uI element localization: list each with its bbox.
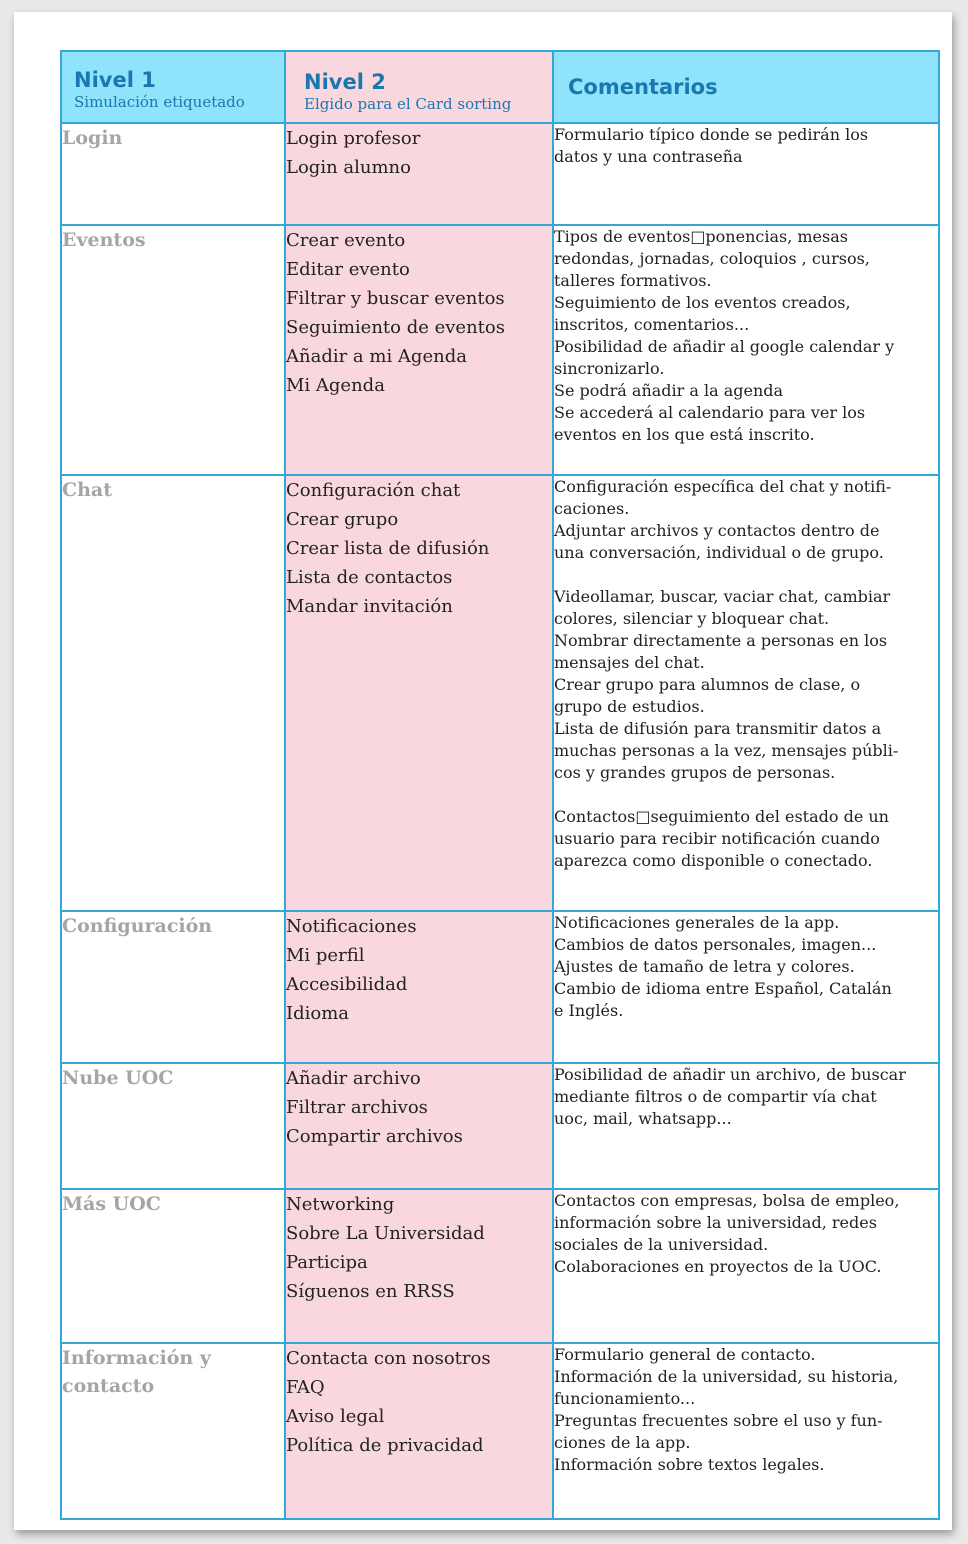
comentario-line: Lista de difusión para transmitir datos a: [554, 719, 882, 738]
comentario-line: Formulario general de contacto.: [554, 1345, 816, 1364]
comentario-line: cos y grandes grupos de personas.: [554, 763, 836, 782]
nivel-2-item: Crear grupo: [286, 509, 399, 530]
nivel-2-item: Añadir a mi Agenda: [286, 346, 467, 367]
comentario-spacer: [554, 564, 938, 586]
comentario-line: Cambio de idioma entre Español, Catalán: [554, 979, 892, 998]
nivel-1-label: Información y: [62, 1347, 211, 1369]
nivel-2-item: Participa: [286, 1252, 368, 1273]
comentario-line: redondas, jornadas, coloquios , cursos,: [554, 249, 870, 268]
nivel-2-item: Accesibilidad: [286, 974, 408, 995]
comentario-spacer: [554, 784, 938, 806]
nivel-2-cell: [285, 1189, 553, 1343]
comentario-line: e Inglés.: [554, 1001, 624, 1020]
nivel-2-item: Configuración chat: [286, 480, 461, 501]
comentario-line: Cambios de datos personales, imagen...: [554, 935, 877, 954]
nivel-2-item: Networking: [286, 1194, 395, 1215]
nivel-1-cell: [61, 1063, 285, 1189]
comentario-line: grupo de estudios.: [554, 697, 705, 716]
table-row: [61, 123, 939, 225]
comentario-line: Seguimiento de los eventos creados,: [554, 293, 851, 312]
comentarios-cell: [553, 225, 939, 475]
comentario-line: Preguntas frecuentes sobre el uso y fun-: [554, 1411, 883, 1430]
header-nivel-2-subtitle: Elgido para el Card sorting: [304, 95, 512, 113]
header-nivel-2-title: Nivel 2: [304, 70, 386, 94]
nivel-2-item: Filtrar archivos: [286, 1097, 428, 1118]
header-nivel-1-subtitle: Simulación etiquetado: [74, 93, 245, 111]
nivel-2-cell: [285, 1343, 553, 1519]
header-nivel-1: [61, 51, 285, 123]
comentario-line: Posibilidad de añadir un archivo, de buscar: [554, 1065, 906, 1084]
nivel-2-item: Sobre La Universidad: [286, 1223, 485, 1244]
nivel-2-item: Login profesor: [286, 128, 421, 149]
table-row: [61, 225, 939, 475]
header-comentarios-title: Comentarios: [568, 75, 718, 99]
header-nivel-1-title: Nivel 1: [74, 68, 156, 92]
comentario-line: inscritos, comentarios...: [554, 315, 750, 334]
comentario-line: Contactos con empresas, bolsa de empleo,: [554, 1191, 900, 1210]
nivel-1-cell: [61, 123, 285, 225]
comentario-line: Colaboraciones en proyectos de la UOC.: [554, 1257, 882, 1276]
nivel-2-item: Política de privacidad: [286, 1435, 484, 1456]
table-row: [61, 475, 939, 911]
comentario-line: Notificaciones generales de la app.: [554, 913, 840, 932]
comentario-line: sociales de la universidad.: [554, 1235, 769, 1254]
comentario-line: funcionamiento...: [554, 1389, 696, 1408]
nivel-2-cell: [285, 123, 553, 225]
nivel-2-item: Mi Agenda: [286, 375, 385, 396]
comentarios-cell: [553, 475, 939, 911]
comentarios-cell: [553, 1343, 939, 1519]
comentario-line: Nombrar directamente a personas en los: [554, 631, 888, 650]
comentario-line: usuario para recibir notificación cuando: [554, 829, 880, 848]
comentario-line: talleres formativos.: [554, 271, 712, 290]
document-page: [14, 12, 952, 1530]
nivel-1-label: Eventos: [62, 229, 146, 251]
table-header-row: [61, 51, 939, 123]
nivel-2-item: Crear lista de difusión: [286, 538, 490, 559]
nivel-2-item: Compartir archivos: [286, 1126, 463, 1147]
comentario-line: información sobre la universidad, redes: [554, 1213, 877, 1232]
nivel-1-label: Más UOC: [62, 1193, 161, 1215]
header-nivel-2: [285, 51, 553, 123]
table-body: [61, 123, 939, 1519]
comentario-line: Se podrá añadir a la agenda: [554, 381, 784, 400]
comentarios-cell: [553, 911, 939, 1063]
nivel-2-item: Seguimiento de eventos: [286, 317, 505, 338]
nivel-2-item: Mandar invitación: [286, 596, 453, 617]
comentario-line: Configuración específica del chat y notifi-: [554, 477, 892, 496]
comentario-line: datos y una contraseña: [554, 147, 743, 166]
comentario-line: aparezca como disponible o conectado.: [554, 851, 873, 870]
comentario-line: Contactos□seguimiento del estado de un: [554, 807, 889, 826]
nivel-2-cell: [285, 1063, 553, 1189]
nivel-1-label: contacto: [62, 1375, 155, 1397]
comentario-line: mensajes del chat.: [554, 653, 705, 672]
nivel-2-item: Filtrar y buscar eventos: [286, 288, 505, 309]
nivel-2-item: Editar evento: [286, 259, 410, 280]
comentarios-cell: [553, 1189, 939, 1343]
nivel-1-label: Chat: [62, 479, 113, 501]
comentario-line: Adjuntar archivos y contactos dentro de: [554, 521, 880, 540]
comentario-line: caciones.: [554, 499, 630, 518]
nivel-2-item: Notificaciones: [286, 916, 417, 937]
nivel-2-item: Lista de contactos: [286, 567, 453, 588]
nivel-2-item: Añadir archivo: [286, 1068, 421, 1089]
nivel-2-item: Aviso legal: [286, 1406, 385, 1427]
nivel-2-cell: [285, 225, 553, 475]
table-row: [61, 1189, 939, 1343]
nivel-1-cell: [61, 1189, 285, 1343]
comentario-line: muchas personas a la vez, mensajes públi-: [554, 741, 899, 760]
nivel-2-cell: [285, 475, 553, 911]
nivel-1-label: Login: [62, 127, 123, 149]
comentario-line: Información de la universidad, su historia,: [554, 1367, 899, 1386]
table-row: [61, 911, 939, 1063]
nivel-2-item: Idioma: [286, 1003, 350, 1024]
nivel-2-cell: [285, 911, 553, 1063]
comentario-line: una conversación, individual o de grupo.: [554, 543, 884, 562]
comentario-line: mediante filtros o de compartir vía chat: [554, 1087, 877, 1106]
nivel-1-cell: [61, 225, 285, 475]
comentario-line: Información sobre textos legales.: [554, 1455, 825, 1474]
nivel-2-item: Login alumno: [286, 157, 411, 178]
nivel-2-item: Crear evento: [286, 230, 406, 251]
nivel-2-item: Síguenos en RRSS: [286, 1281, 455, 1302]
comentarios-cell: [553, 1063, 939, 1189]
comentario-line: sincronizarlo.: [554, 359, 665, 378]
card-sorting-table: [60, 50, 940, 1520]
table-row: [61, 1063, 939, 1189]
comentario-line: Ajustes de tamaño de letra y colores.: [554, 957, 855, 976]
nivel-1-label: Nube UOC: [62, 1067, 174, 1089]
comentario-line: Videollamar, buscar, vaciar chat, cambiar: [554, 587, 891, 606]
comentario-line: uoc, mail, whatsapp...: [554, 1109, 732, 1128]
comentario-line: Tipos de eventos□ponencias, mesas: [554, 227, 848, 246]
comentario-line: Se accederá al calendario para ver los: [554, 403, 866, 422]
nivel-1-cell: [61, 1343, 285, 1519]
comentario-line: colores, silenciar y bloquear chat.: [554, 609, 830, 628]
comentario-line: ciones de la app.: [554, 1433, 691, 1452]
comentario-line: Posibilidad de añadir al google calendar y: [554, 337, 895, 356]
comentarios-cell: [553, 123, 939, 225]
table-row: [61, 1343, 939, 1519]
comentario-line: Crear grupo para alumnos de clase, o: [554, 675, 861, 694]
comentario-line: Formulario típico donde se pedirán los: [554, 125, 869, 144]
nivel-1-cell: [61, 911, 285, 1063]
nivel-1-label: Configuración: [62, 915, 213, 937]
comentario-line: eventos en los que está inscrito.: [554, 425, 815, 444]
nivel-2-item: FAQ: [286, 1377, 325, 1398]
nivel-2-item: Contacta con nosotros: [286, 1348, 491, 1369]
nivel-2-item: Mi perfil: [286, 945, 365, 966]
nivel-1-cell: [61, 475, 285, 911]
header-comentarios: [553, 51, 939, 123]
